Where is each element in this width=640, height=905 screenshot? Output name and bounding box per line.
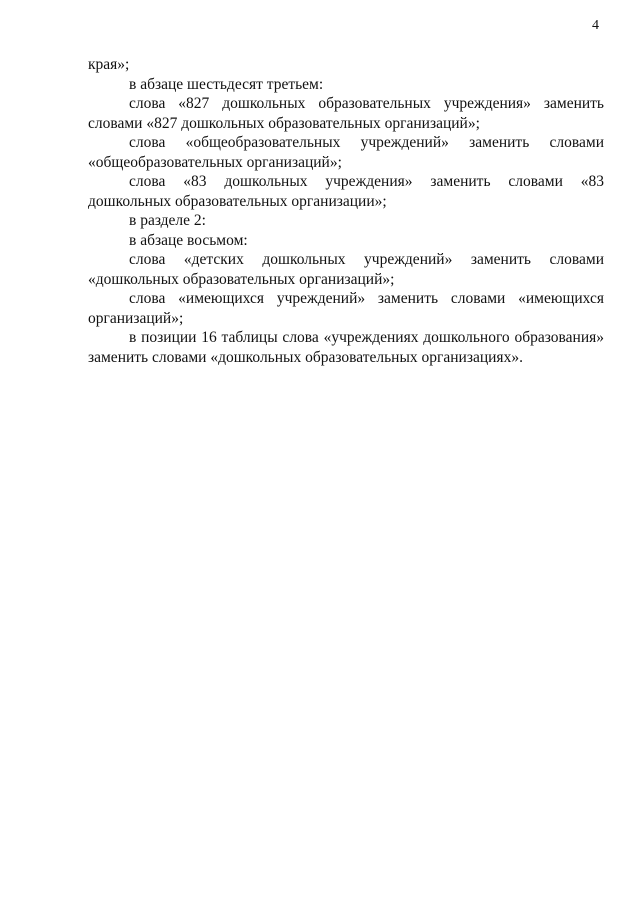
document-body [88, 55, 604, 367]
paragraph: слова «827 дошкольных образовательных учреждения» заменить словами «827 дошкольных образовательных организаций»; [88, 95, 604, 132]
paragraph: в разделе 2: [129, 212, 206, 229]
page-number: 4 [592, 18, 599, 33]
paragraph: слова «общеобразовательных учреждений» заменить словами «общеобразовательных организаций»; [88, 134, 604, 171]
paragraph: края»; [88, 56, 130, 73]
paragraph: в абзаце шестьдесят третьем: [129, 75, 324, 93]
paragraph: в абзаце восьмом: [129, 231, 248, 249]
paragraph: слова «83 дошкольных учреждения» заменить словами «83 дошкольных образовательных организации»; [88, 173, 604, 210]
paragraph: слова «имеющихся учреждений» заменить словами «имеющихся организаций»; [88, 290, 604, 327]
paragraph: слова «детских дошкольных учреждений» заменить словами «дошкольных образовательных организаций»; [88, 251, 604, 288]
paragraph: в позиции 16 таблицы слова «учреждениях дошкольного образования» заменить словами «дошкольных образовательных организациях». [88, 329, 604, 366]
